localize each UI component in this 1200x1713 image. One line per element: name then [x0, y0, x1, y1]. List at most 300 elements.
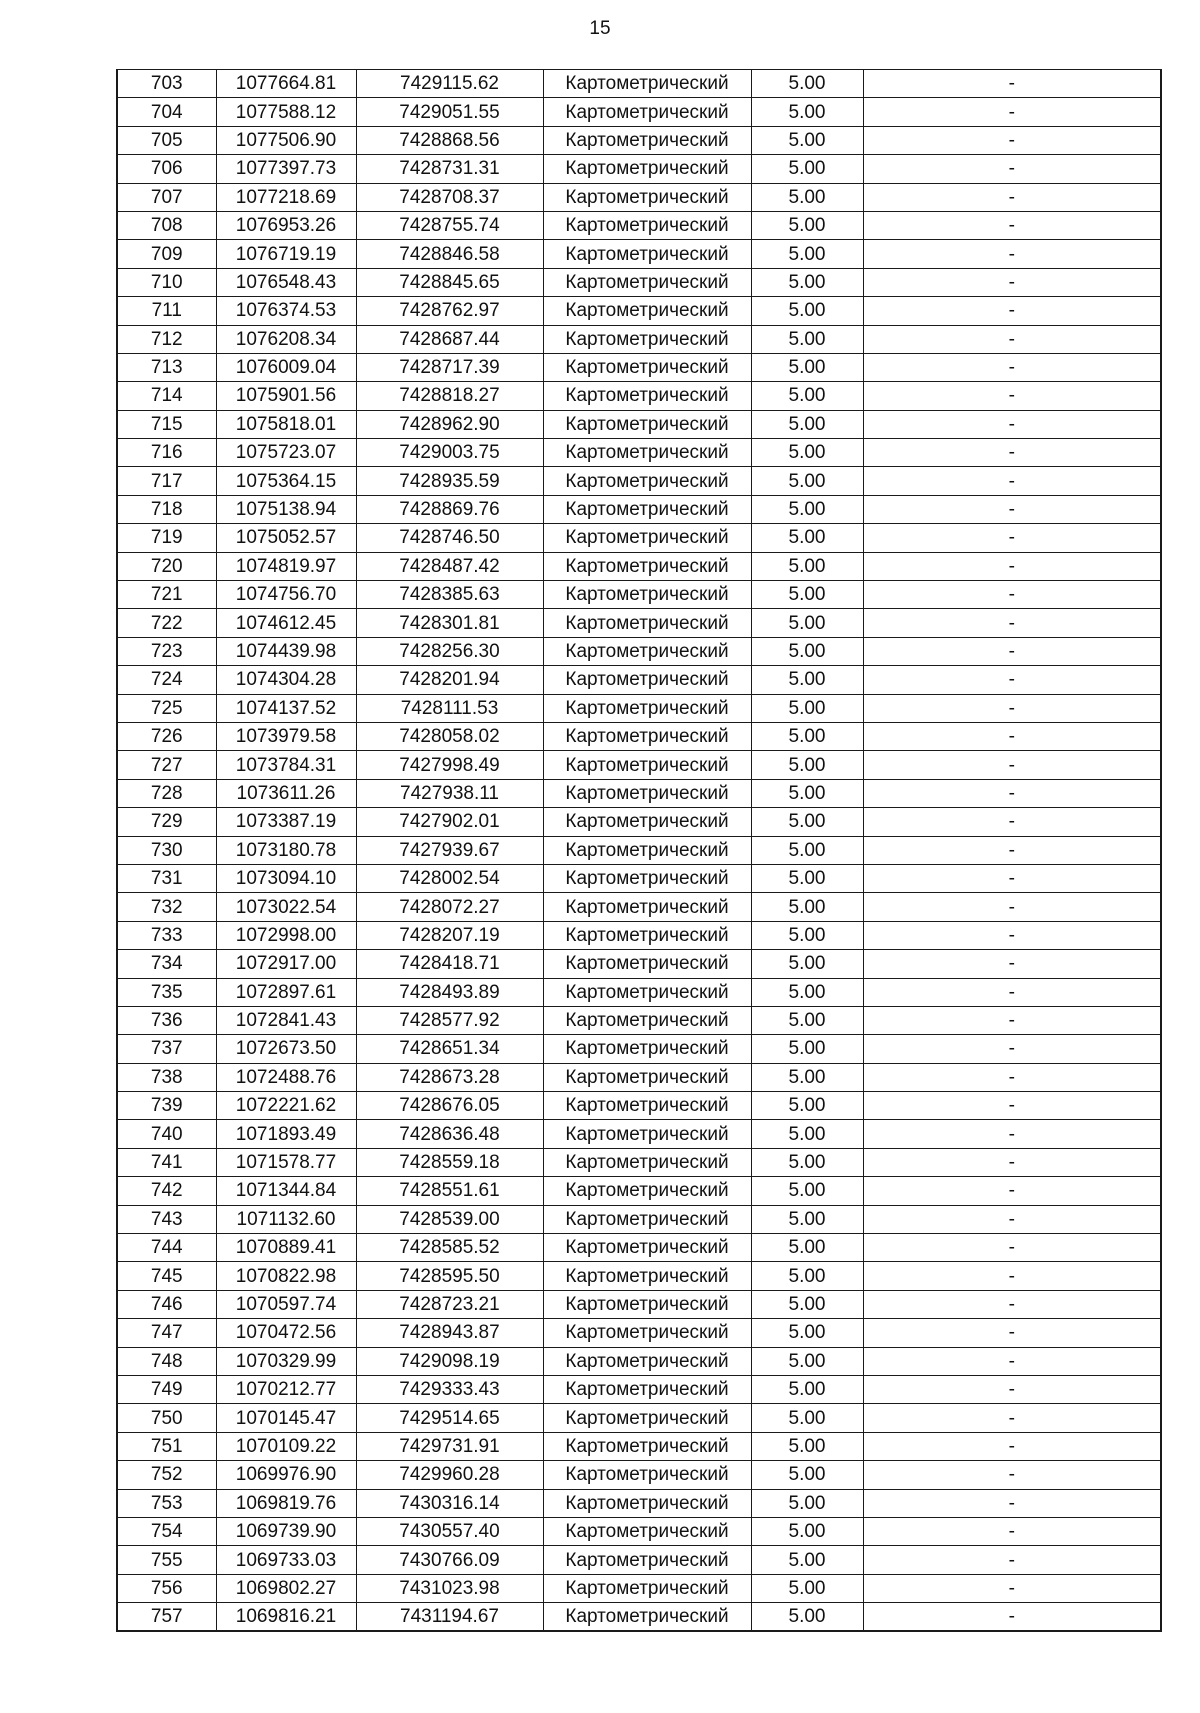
description-cell: -: [863, 779, 1161, 807]
table-row: [117, 382, 1161, 410]
y-coordinate-cell: 7428943.87: [356, 1319, 543, 1347]
method-cell: Картометрический: [543, 836, 751, 864]
x-coordinate-cell: 1073022.54: [216, 893, 356, 921]
y-coordinate-cell: 7428687.44: [356, 325, 543, 353]
y-coordinate-cell: 7428111.53: [356, 694, 543, 722]
y-coordinate-cell: 7428539.00: [356, 1205, 543, 1233]
x-coordinate-cell: 1069733.03: [216, 1546, 356, 1574]
method-cell: Картометрический: [543, 1603, 751, 1632]
method-cell: Картометрический: [543, 1489, 751, 1517]
method-cell: Картометрический: [543, 1006, 751, 1034]
point-number-cell: 723: [117, 637, 216, 665]
table-row: [117, 779, 1161, 807]
method-cell: Картометрический: [543, 211, 751, 239]
table-row: [117, 211, 1161, 239]
point-number-cell: 713: [117, 353, 216, 381]
y-coordinate-cell: 7427998.49: [356, 751, 543, 779]
precision-cell: 5.00: [751, 1205, 863, 1233]
point-number-cell: 720: [117, 552, 216, 580]
precision-cell: 5.00: [751, 637, 863, 665]
x-coordinate-cell: 1076953.26: [216, 211, 356, 239]
precision-cell: 5.00: [751, 353, 863, 381]
x-coordinate-cell: 1074612.45: [216, 609, 356, 637]
method-cell: Картометрический: [543, 524, 751, 552]
precision-cell: 5.00: [751, 297, 863, 325]
table-row: [117, 297, 1161, 325]
point-number-cell: 755: [117, 1546, 216, 1574]
point-number-cell: 756: [117, 1574, 216, 1602]
method-cell: Картометрический: [543, 1432, 751, 1460]
method-cell: Картометрический: [543, 155, 751, 183]
precision-cell: 5.00: [751, 864, 863, 892]
method-cell: Картометрический: [543, 694, 751, 722]
point-number-cell: 726: [117, 722, 216, 750]
y-coordinate-cell: 7428717.39: [356, 353, 543, 381]
precision-cell: 5.00: [751, 1148, 863, 1176]
table-row: [117, 495, 1161, 523]
point-number-cell: 730: [117, 836, 216, 864]
description-cell: -: [863, 1319, 1161, 1347]
description-cell: -: [863, 978, 1161, 1006]
x-coordinate-cell: 1072897.61: [216, 978, 356, 1006]
x-coordinate-cell: 1073387.19: [216, 808, 356, 836]
description-cell: -: [863, 1546, 1161, 1574]
y-coordinate-cell: 7428755.74: [356, 211, 543, 239]
description-cell: -: [863, 893, 1161, 921]
y-coordinate-cell: 7429098.19: [356, 1347, 543, 1375]
y-coordinate-cell: 7428493.89: [356, 978, 543, 1006]
description-cell: -: [863, 126, 1161, 154]
x-coordinate-cell: 1076208.34: [216, 325, 356, 353]
method-cell: Картометрический: [543, 1546, 751, 1574]
x-coordinate-cell: 1077664.81: [216, 70, 356, 98]
precision-cell: 5.00: [751, 609, 863, 637]
y-coordinate-cell: 7427938.11: [356, 779, 543, 807]
precision-cell: 5.00: [751, 1517, 863, 1545]
precision-cell: 5.00: [751, 1177, 863, 1205]
method-cell: Картометрический: [543, 722, 751, 750]
precision-cell: 5.00: [751, 722, 863, 750]
table-row: [117, 467, 1161, 495]
table-row: [117, 864, 1161, 892]
description-cell: -: [863, 183, 1161, 211]
x-coordinate-cell: 1072221.62: [216, 1092, 356, 1120]
table-row: [117, 1574, 1161, 1602]
x-coordinate-cell: 1070889.41: [216, 1234, 356, 1262]
description-cell: -: [863, 297, 1161, 325]
method-cell: Картометрический: [543, 240, 751, 268]
x-coordinate-cell: 1072841.43: [216, 1006, 356, 1034]
description-cell: -: [863, 581, 1161, 609]
y-coordinate-cell: 7428868.56: [356, 126, 543, 154]
method-cell: Картометрический: [543, 268, 751, 296]
x-coordinate-cell: 1069739.90: [216, 1517, 356, 1545]
x-coordinate-cell: 1074137.52: [216, 694, 356, 722]
method-cell: Картометрический: [543, 1148, 751, 1176]
method-cell: Картометрический: [543, 98, 751, 126]
x-coordinate-cell: 1070145.47: [216, 1404, 356, 1432]
description-cell: -: [863, 1262, 1161, 1290]
precision-cell: 5.00: [751, 467, 863, 495]
description-cell: -: [863, 722, 1161, 750]
precision-cell: 5.00: [751, 240, 863, 268]
x-coordinate-cell: 1073180.78: [216, 836, 356, 864]
x-coordinate-cell: 1070822.98: [216, 1262, 356, 1290]
description-cell: -: [863, 1234, 1161, 1262]
table-row: [117, 581, 1161, 609]
point-number-cell: 757: [117, 1603, 216, 1632]
description-cell: -: [863, 1574, 1161, 1602]
x-coordinate-cell: 1069816.21: [216, 1603, 356, 1632]
description-cell: -: [863, 1092, 1161, 1120]
description-cell: -: [863, 1120, 1161, 1148]
table-row: [117, 609, 1161, 637]
description-cell: -: [863, 467, 1161, 495]
table-row: [117, 978, 1161, 1006]
point-number-cell: 716: [117, 439, 216, 467]
method-cell: Картометрический: [543, 1063, 751, 1091]
table-row: [117, 722, 1161, 750]
point-number-cell: 746: [117, 1290, 216, 1318]
y-coordinate-cell: 7428845.65: [356, 268, 543, 296]
precision-cell: 5.00: [751, 268, 863, 296]
x-coordinate-cell: 1069976.90: [216, 1461, 356, 1489]
point-number-cell: 749: [117, 1375, 216, 1403]
point-number-cell: 753: [117, 1489, 216, 1517]
table-row: [117, 1347, 1161, 1375]
description-cell: -: [863, 353, 1161, 381]
y-coordinate-cell: 7428058.02: [356, 722, 543, 750]
y-coordinate-cell: 7431023.98: [356, 1574, 543, 1602]
method-cell: Картометрический: [543, 70, 751, 98]
point-number-cell: 732: [117, 893, 216, 921]
point-number-cell: 707: [117, 183, 216, 211]
y-coordinate-cell: 7428207.19: [356, 921, 543, 949]
description-cell: -: [863, 864, 1161, 892]
table-row: [117, 694, 1161, 722]
y-coordinate-cell: 7428577.92: [356, 1006, 543, 1034]
y-coordinate-cell: 7431194.67: [356, 1603, 543, 1632]
y-coordinate-cell: 7428201.94: [356, 666, 543, 694]
description-cell: -: [863, 609, 1161, 637]
method-cell: Картометрический: [543, 1234, 751, 1262]
table-row: [117, 325, 1161, 353]
method-cell: Картометрический: [543, 552, 751, 580]
method-cell: Картометрический: [543, 1092, 751, 1120]
x-coordinate-cell: 1071578.77: [216, 1148, 356, 1176]
method-cell: Картометрический: [543, 1574, 751, 1602]
precision-cell: 5.00: [751, 126, 863, 154]
precision-cell: 5.00: [751, 70, 863, 98]
table-row: [117, 552, 1161, 580]
x-coordinate-cell: 1077588.12: [216, 98, 356, 126]
method-cell: Картометрический: [543, 864, 751, 892]
point-number-cell: 708: [117, 211, 216, 239]
table-row: [117, 921, 1161, 949]
y-coordinate-cell: 7428723.21: [356, 1290, 543, 1318]
table-row: [117, 836, 1161, 864]
point-number-cell: 737: [117, 1035, 216, 1063]
description-cell: -: [863, 1006, 1161, 1034]
point-number-cell: 715: [117, 410, 216, 438]
precision-cell: 5.00: [751, 524, 863, 552]
y-coordinate-cell: 7428301.81: [356, 609, 543, 637]
point-number-cell: 739: [117, 1092, 216, 1120]
description-cell: -: [863, 70, 1161, 98]
table-row: [117, 1177, 1161, 1205]
table-row: [117, 666, 1161, 694]
method-cell: Картометрический: [543, 325, 751, 353]
precision-cell: 5.00: [751, 1234, 863, 1262]
table-row: [117, 1603, 1161, 1632]
method-cell: Картометрический: [543, 382, 751, 410]
table-row: [117, 1517, 1161, 1545]
precision-cell: 5.00: [751, 552, 863, 580]
y-coordinate-cell: 7429333.43: [356, 1375, 543, 1403]
point-number-cell: 710: [117, 268, 216, 296]
point-number-cell: 750: [117, 1404, 216, 1432]
x-coordinate-cell: 1070472.56: [216, 1319, 356, 1347]
description-cell: -: [863, 410, 1161, 438]
point-number-cell: 706: [117, 155, 216, 183]
point-number-cell: 717: [117, 467, 216, 495]
description-cell: -: [863, 1290, 1161, 1318]
description-cell: -: [863, 666, 1161, 694]
method-cell: Картометрический: [543, 808, 751, 836]
table-row: [117, 1205, 1161, 1233]
x-coordinate-cell: 1070329.99: [216, 1347, 356, 1375]
table-row: [117, 950, 1161, 978]
description-cell: -: [863, 1148, 1161, 1176]
description-cell: -: [863, 1347, 1161, 1375]
description-cell: -: [863, 1035, 1161, 1063]
x-coordinate-cell: 1071893.49: [216, 1120, 356, 1148]
description-cell: -: [863, 1432, 1161, 1460]
y-coordinate-cell: 7428846.58: [356, 240, 543, 268]
precision-cell: 5.00: [751, 98, 863, 126]
point-number-cell: 747: [117, 1319, 216, 1347]
coordinates-table-body: [117, 70, 1161, 1632]
y-coordinate-cell: 7428595.50: [356, 1262, 543, 1290]
table-row: [117, 1489, 1161, 1517]
method-cell: Картометрический: [543, 353, 751, 381]
x-coordinate-cell: 1071132.60: [216, 1205, 356, 1233]
precision-cell: 5.00: [751, 1404, 863, 1432]
x-coordinate-cell: 1075052.57: [216, 524, 356, 552]
precision-cell: 5.00: [751, 1262, 863, 1290]
precision-cell: 5.00: [751, 1461, 863, 1489]
precision-cell: 5.00: [751, 978, 863, 1006]
description-cell: -: [863, 950, 1161, 978]
point-number-cell: 754: [117, 1517, 216, 1545]
precision-cell: 5.00: [751, 1489, 863, 1517]
method-cell: Картометрический: [543, 1262, 751, 1290]
x-coordinate-cell: 1072488.76: [216, 1063, 356, 1091]
method-cell: Картометрический: [543, 751, 751, 779]
x-coordinate-cell: 1070597.74: [216, 1290, 356, 1318]
x-coordinate-cell: 1072998.00: [216, 921, 356, 949]
table-row: [117, 751, 1161, 779]
method-cell: Картометрический: [543, 1290, 751, 1318]
table-row: [117, 126, 1161, 154]
table-row: [117, 183, 1161, 211]
precision-cell: 5.00: [751, 1063, 863, 1091]
precision-cell: 5.00: [751, 893, 863, 921]
point-number-cell: 724: [117, 666, 216, 694]
y-coordinate-cell: 7428418.71: [356, 950, 543, 978]
y-coordinate-cell: 7428487.42: [356, 552, 543, 580]
description-cell: -: [863, 552, 1161, 580]
y-coordinate-cell: 7428869.76: [356, 495, 543, 523]
description-cell: -: [863, 524, 1161, 552]
point-number-cell: 736: [117, 1006, 216, 1034]
table-row: [117, 410, 1161, 438]
description-cell: -: [863, 439, 1161, 467]
point-number-cell: 709: [117, 240, 216, 268]
method-cell: Картометрический: [543, 609, 751, 637]
x-coordinate-cell: 1076719.19: [216, 240, 356, 268]
table-row: [117, 1375, 1161, 1403]
precision-cell: 5.00: [751, 694, 863, 722]
point-number-cell: 722: [117, 609, 216, 637]
method-cell: Картометрический: [543, 1517, 751, 1545]
x-coordinate-cell: 1070109.22: [216, 1432, 356, 1460]
point-number-cell: 740: [117, 1120, 216, 1148]
method-cell: Картометрический: [543, 126, 751, 154]
precision-cell: 5.00: [751, 1290, 863, 1318]
x-coordinate-cell: 1069819.76: [216, 1489, 356, 1517]
table-row: [117, 637, 1161, 665]
y-coordinate-cell: 7428935.59: [356, 467, 543, 495]
point-number-cell: 725: [117, 694, 216, 722]
x-coordinate-cell: 1077397.73: [216, 155, 356, 183]
y-coordinate-cell: 7429051.55: [356, 98, 543, 126]
description-cell: -: [863, 808, 1161, 836]
point-number-cell: 714: [117, 382, 216, 410]
y-coordinate-cell: 7429115.62: [356, 70, 543, 98]
y-coordinate-cell: 7428072.27: [356, 893, 543, 921]
y-coordinate-cell: 7428559.18: [356, 1148, 543, 1176]
point-number-cell: 721: [117, 581, 216, 609]
description-cell: -: [863, 1404, 1161, 1432]
precision-cell: 5.00: [751, 1120, 863, 1148]
method-cell: Картометрический: [543, 495, 751, 523]
point-number-cell: 751: [117, 1432, 216, 1460]
description-cell: -: [863, 1375, 1161, 1403]
description-cell: -: [863, 1603, 1161, 1632]
precision-cell: 5.00: [751, 1432, 863, 1460]
x-coordinate-cell: 1072673.50: [216, 1035, 356, 1063]
precision-cell: 5.00: [751, 751, 863, 779]
precision-cell: 5.00: [751, 1375, 863, 1403]
y-coordinate-cell: 7428746.50: [356, 524, 543, 552]
precision-cell: 5.00: [751, 1347, 863, 1375]
y-coordinate-cell: 7429960.28: [356, 1461, 543, 1489]
description-cell: -: [863, 836, 1161, 864]
method-cell: Картометрический: [543, 921, 751, 949]
y-coordinate-cell: 7428651.34: [356, 1035, 543, 1063]
point-number-cell: 718: [117, 495, 216, 523]
description-cell: -: [863, 1205, 1161, 1233]
table-row: [117, 893, 1161, 921]
table-row: [117, 268, 1161, 296]
method-cell: Картометрический: [543, 1375, 751, 1403]
precision-cell: 5.00: [751, 1603, 863, 1632]
table-row: [117, 155, 1161, 183]
method-cell: Картометрический: [543, 467, 751, 495]
y-coordinate-cell: 7427902.01: [356, 808, 543, 836]
precision-cell: 5.00: [751, 439, 863, 467]
point-number-cell: 752: [117, 1461, 216, 1489]
description-cell: -: [863, 637, 1161, 665]
y-coordinate-cell: 7428636.48: [356, 1120, 543, 1148]
point-number-cell: 711: [117, 297, 216, 325]
x-coordinate-cell: 1073094.10: [216, 864, 356, 892]
table-row: [117, 1063, 1161, 1091]
x-coordinate-cell: 1075364.15: [216, 467, 356, 495]
description-cell: -: [863, 1461, 1161, 1489]
description-cell: -: [863, 751, 1161, 779]
table-row: [117, 1290, 1161, 1318]
x-coordinate-cell: 1076374.53: [216, 297, 356, 325]
x-coordinate-cell: 1074439.98: [216, 637, 356, 665]
point-number-cell: 743: [117, 1205, 216, 1233]
precision-cell: 5.00: [751, 836, 863, 864]
y-coordinate-cell: 7429514.65: [356, 1404, 543, 1432]
point-number-cell: 735: [117, 978, 216, 1006]
description-cell: -: [863, 98, 1161, 126]
x-coordinate-cell: 1075138.94: [216, 495, 356, 523]
precision-cell: 5.00: [751, 1092, 863, 1120]
description-cell: -: [863, 495, 1161, 523]
method-cell: Картометрический: [543, 779, 751, 807]
precision-cell: 5.00: [751, 921, 863, 949]
point-number-cell: 733: [117, 921, 216, 949]
method-cell: Картометрический: [543, 666, 751, 694]
method-cell: Картометрический: [543, 1177, 751, 1205]
description-cell: -: [863, 240, 1161, 268]
description-cell: -: [863, 1177, 1161, 1205]
point-number-cell: 748: [117, 1347, 216, 1375]
point-number-cell: 728: [117, 779, 216, 807]
method-cell: Картометрический: [543, 1404, 751, 1432]
y-coordinate-cell: 7429003.75: [356, 439, 543, 467]
x-coordinate-cell: 1076009.04: [216, 353, 356, 381]
table-row: [117, 1262, 1161, 1290]
precision-cell: 5.00: [751, 1546, 863, 1574]
precision-cell: 5.00: [751, 211, 863, 239]
table-row: [117, 98, 1161, 126]
y-coordinate-cell: 7430316.14: [356, 1489, 543, 1517]
x-coordinate-cell: 1073784.31: [216, 751, 356, 779]
precision-cell: 5.00: [751, 495, 863, 523]
table-row: [117, 1148, 1161, 1176]
x-coordinate-cell: 1074756.70: [216, 581, 356, 609]
table-row: [117, 1319, 1161, 1347]
precision-cell: 5.00: [751, 155, 863, 183]
y-coordinate-cell: 7430766.09: [356, 1546, 543, 1574]
point-number-cell: 745: [117, 1262, 216, 1290]
precision-cell: 5.00: [751, 779, 863, 807]
method-cell: Картометрический: [543, 893, 751, 921]
table-row: [117, 1234, 1161, 1262]
table-row: [117, 1035, 1161, 1063]
x-coordinate-cell: 1076548.43: [216, 268, 356, 296]
precision-cell: 5.00: [751, 1006, 863, 1034]
y-coordinate-cell: 7428002.54: [356, 864, 543, 892]
y-coordinate-cell: 7428551.61: [356, 1177, 543, 1205]
precision-cell: 5.00: [751, 382, 863, 410]
